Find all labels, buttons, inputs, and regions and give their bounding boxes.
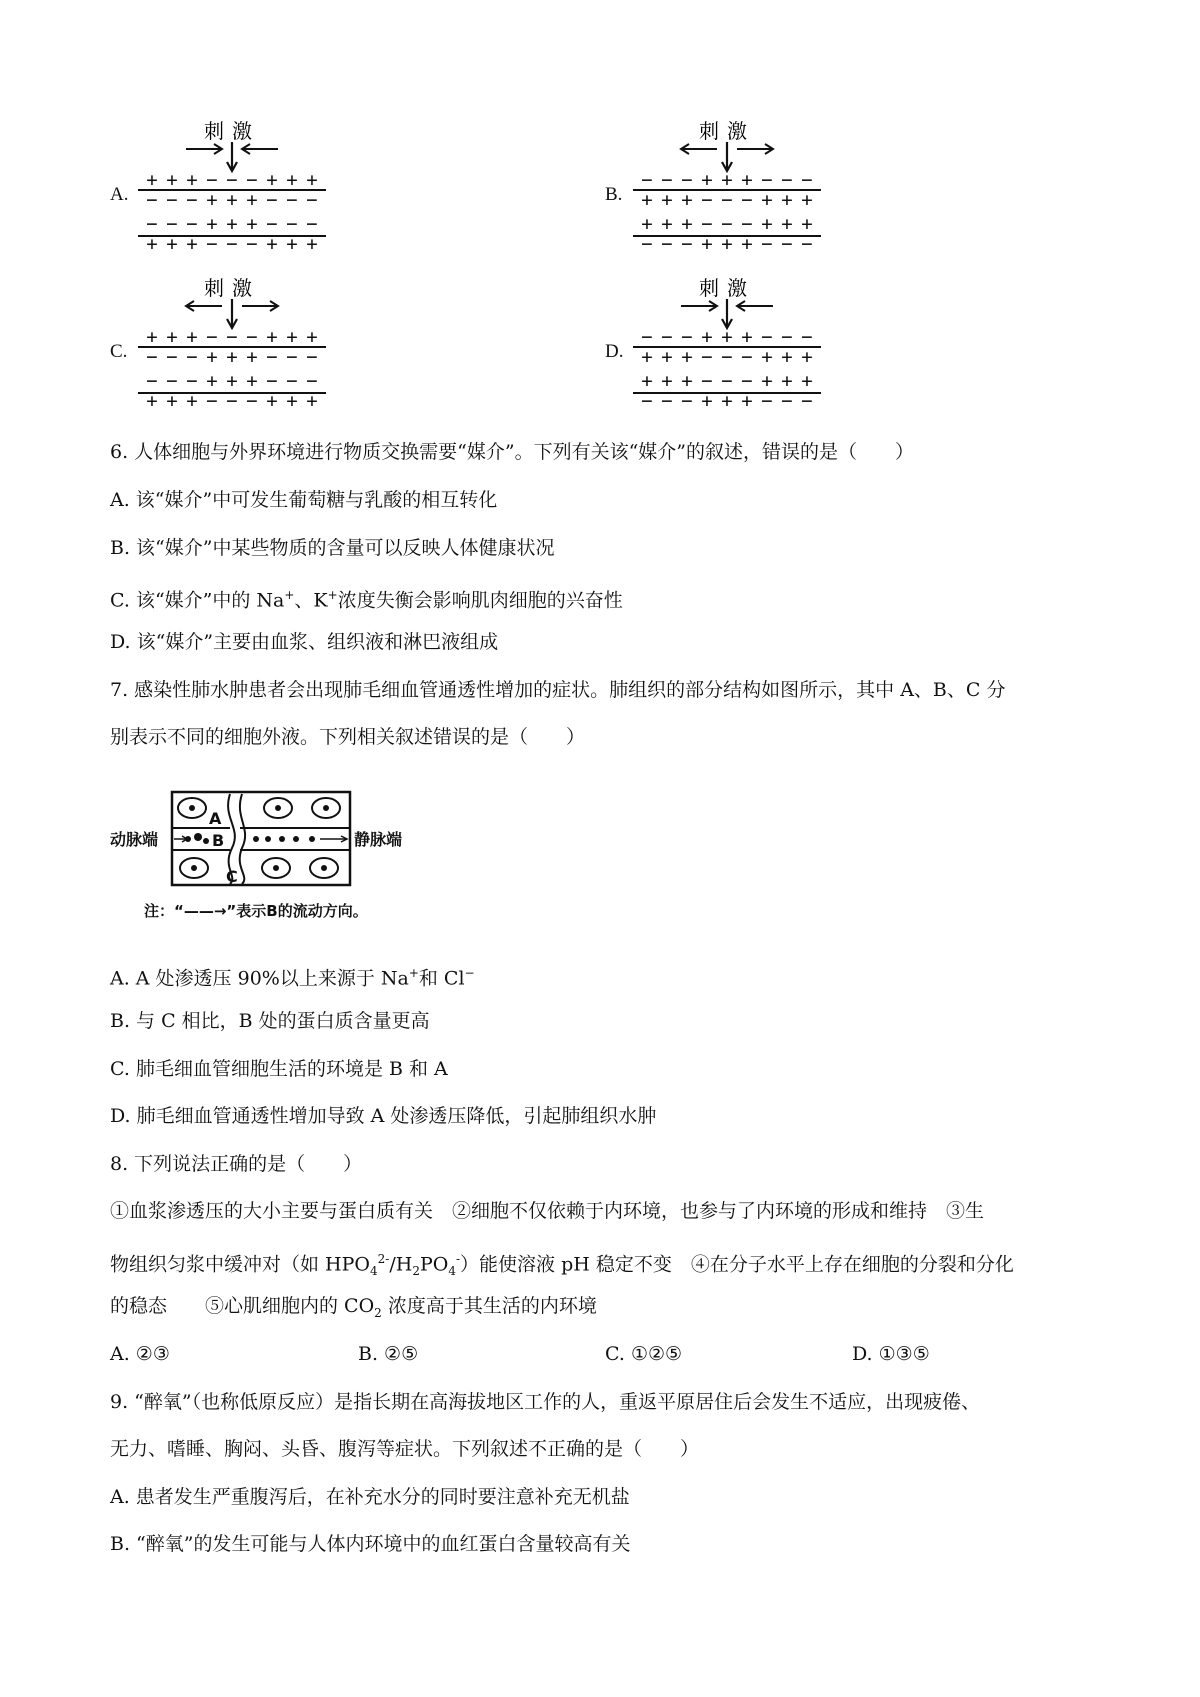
q9-stem-line-2: 无力、嗜睡、胸闷、头昏、腹泻等症状。下列叙述不正确的是（ ）: [110, 1438, 700, 1460]
negative-charge: −: [306, 370, 318, 392]
diagram-option-d: [605, 275, 905, 425]
q7-a-sup-2: −: [464, 966, 475, 980]
negative-charge: −: [641, 326, 653, 348]
q7-a-text-1: A. A 处渗透压 90%以上来源于 Na: [110, 967, 409, 990]
negative-charge: −: [166, 370, 178, 392]
negative-charge: −: [146, 189, 158, 211]
positive-charge: +: [206, 346, 218, 368]
q8-l2-sub-3: 4: [448, 1264, 456, 1279]
negative-charge: −: [266, 213, 278, 235]
negative-charge: −: [801, 233, 813, 255]
q6-c-text-2: 、K: [294, 589, 328, 612]
positive-charge: +: [641, 346, 653, 368]
negative-charge: −: [661, 390, 673, 412]
nerve-fibre-diagram: [110, 275, 410, 425]
q8-l2-sup-2: -: [455, 1252, 461, 1266]
negative-charge: −: [166, 346, 178, 368]
negative-charge: −: [681, 169, 693, 191]
positive-charge: +: [741, 169, 753, 191]
negative-charge: −: [226, 233, 238, 255]
positive-charge: +: [186, 169, 198, 191]
option-label-c: C.: [110, 341, 128, 362]
positive-charge: +: [701, 169, 713, 191]
negative-charge: −: [761, 326, 773, 348]
positive-charge: +: [761, 189, 773, 211]
positive-charge: +: [721, 233, 733, 255]
positive-charge: +: [286, 169, 298, 191]
negative-charge: −: [781, 390, 793, 412]
positive-charge: +: [146, 326, 158, 348]
nerve-fibre-diagram: [605, 118, 905, 268]
negative-charge: −: [186, 370, 198, 392]
q7-a-sup-1: +: [408, 966, 419, 980]
negative-charge: −: [206, 326, 218, 348]
q8-option-b: B. ②⑤: [358, 1343, 419, 1365]
q7-lung-capillary-figure: [110, 788, 430, 923]
negative-charge: −: [146, 370, 158, 392]
q8-l2-sub-1: 4: [369, 1264, 378, 1279]
positive-charge: +: [741, 390, 753, 412]
negative-charge: −: [246, 169, 258, 191]
negative-charge: −: [206, 169, 218, 191]
positive-charge: +: [661, 189, 673, 211]
positive-charge: +: [166, 233, 178, 255]
q7-stem-line-1: 7. 感染性肺水肿患者会出现肺毛细血管通透性增加的症状。肺组织的部分结构如图所示，其中 A、B、C 分: [110, 679, 1006, 701]
negative-charge: −: [286, 370, 298, 392]
negative-charge: −: [661, 233, 673, 255]
negative-charge: −: [186, 213, 198, 235]
positive-charge: +: [246, 189, 258, 211]
negative-charge: −: [661, 169, 673, 191]
negative-charge: −: [761, 390, 773, 412]
negative-charge: −: [721, 346, 733, 368]
positive-charge: +: [741, 233, 753, 255]
negative-charge: −: [266, 370, 278, 392]
positive-charge: +: [761, 213, 773, 235]
figure-note: 注：“——→”表示B的流动方向。: [144, 902, 368, 920]
q6-stem: 6. 人体细胞与外界环境进行物质交换需要“媒介”。下列有关该“媒介”的叙述，错误的是（ ）: [110, 441, 915, 463]
q8-l2-sup-1: 2-: [377, 1252, 390, 1266]
positive-charge: +: [226, 370, 238, 392]
q8-statements-line-1: ①血浆渗透压的大小主要与蛋白质有关 ②细胞不仅依赖于内环境，也参与了内环境的形成和维持 ③生: [110, 1200, 985, 1222]
negative-charge: −: [306, 213, 318, 235]
negative-charge: −: [246, 390, 258, 412]
q6-c-sup-2: +: [327, 588, 338, 602]
positive-charge: +: [681, 346, 693, 368]
diagram-option-c: [110, 275, 410, 425]
q7-option-a: [110, 958, 1100, 993]
positive-charge: +: [206, 213, 218, 235]
negative-charge: −: [306, 346, 318, 368]
q8-l3-text-1: 的稳态 ⑤心肌细胞内的 CO: [110, 1295, 375, 1317]
positive-charge: +: [286, 390, 298, 412]
positive-charge: +: [266, 326, 278, 348]
negative-charge: −: [741, 213, 753, 235]
positive-charge: +: [166, 326, 178, 348]
q7-option-d: D. 肺毛细血管通透性增加导致 A 处渗透压降低，引起肺组织水肿: [110, 1105, 657, 1127]
negative-charge: −: [721, 213, 733, 235]
positive-charge: +: [721, 169, 733, 191]
nerve-fibre-diagram: [605, 275, 905, 425]
positive-charge: +: [661, 346, 673, 368]
positive-charge: +: [701, 326, 713, 348]
negative-charge: −: [146, 346, 158, 368]
option-label-a: A.: [110, 184, 129, 205]
q7-option-c: C. 肺毛细血管细胞生活的环境是 B 和 A: [110, 1058, 448, 1080]
negative-charge: −: [186, 189, 198, 211]
positive-charge: +: [801, 189, 813, 211]
positive-charge: +: [286, 233, 298, 255]
positive-charge: +: [306, 169, 318, 191]
negative-charge: −: [186, 346, 198, 368]
q7-stem-line-2: 别表示不同的细胞外液。下列相关叙述错误的是（ ）: [110, 726, 586, 748]
q6-option-c: [110, 580, 1100, 615]
negative-charge: −: [701, 370, 713, 392]
negative-charge: −: [761, 169, 773, 191]
negative-charge: −: [641, 233, 653, 255]
q6-c-text-3: 浓度失衡会影响肌肉细胞的兴奋性: [337, 589, 623, 612]
q8-l2-text-4: ）能使溶液 pH 稳定不变 ④在分子水平上存在细胞的分裂和分化: [460, 1253, 1014, 1276]
negative-charge: −: [661, 326, 673, 348]
positive-charge: +: [146, 390, 158, 412]
negative-charge: −: [741, 189, 753, 211]
negative-charge: −: [306, 189, 318, 211]
q7-option-b: B. 与 C 相比，B 处的蛋白质含量更高: [110, 1010, 430, 1032]
stimulus-label: 刺激: [699, 276, 755, 300]
positive-charge: +: [741, 326, 753, 348]
vein-end-label: 静脉端: [354, 830, 403, 849]
option-label-d: D.: [605, 341, 624, 362]
positive-charge: +: [801, 346, 813, 368]
positive-charge: +: [641, 370, 653, 392]
q6-option-a: A. 该“媒介”中可发生葡萄糖与乳酸的相互转化: [110, 489, 498, 511]
positive-charge: +: [226, 213, 238, 235]
stimulus-label: 刺激: [699, 119, 755, 143]
positive-charge: +: [781, 370, 793, 392]
positive-charge: +: [146, 169, 158, 191]
negative-charge: −: [781, 326, 793, 348]
label-a: A: [209, 809, 222, 828]
positive-charge: +: [721, 390, 733, 412]
q9-stem-line-1: 9. “醉氧”（也称低原反应）是指长期在高海拔地区工作的人，重返平原居住后会发生不适应，出现疲倦、: [110, 1391, 981, 1413]
q6-option-d: D. 该“媒介”主要由血浆、组织液和淋巴液组成: [110, 631, 499, 653]
positive-charge: +: [206, 189, 218, 211]
negative-charge: −: [701, 189, 713, 211]
negative-charge: −: [286, 213, 298, 235]
positive-charge: +: [246, 346, 258, 368]
positive-charge: +: [701, 233, 713, 255]
q6-option-b: B. 该“媒介”中某些物质的含量可以反映人体健康状况: [110, 537, 555, 559]
q8-statements-line-2: [110, 1244, 1100, 1286]
positive-charge: +: [186, 233, 198, 255]
negative-charge: −: [781, 233, 793, 255]
negative-charge: −: [801, 326, 813, 348]
negative-charge: −: [641, 390, 653, 412]
label-c: C: [226, 867, 238, 886]
positive-charge: +: [761, 346, 773, 368]
negative-charge: −: [701, 346, 713, 368]
positive-charge: +: [306, 326, 318, 348]
negative-charge: −: [206, 390, 218, 412]
stimulus-label: 刺激: [204, 119, 260, 143]
negative-charge: −: [226, 169, 238, 191]
negative-charge: −: [741, 346, 753, 368]
negative-charge: −: [286, 346, 298, 368]
positive-charge: +: [661, 370, 673, 392]
negative-charge: −: [681, 326, 693, 348]
q8-l2-text-3: PO: [419, 1253, 449, 1276]
negative-charge: −: [741, 370, 753, 392]
positive-charge: +: [266, 169, 278, 191]
negative-charge: −: [641, 169, 653, 191]
q9-option-b: B. “醉氧”的发生可能与人体内环境中的血红蛋白含量较高有关: [110, 1533, 631, 1555]
positive-charge: +: [661, 213, 673, 235]
positive-charge: +: [226, 189, 238, 211]
option-label-b: B.: [605, 184, 623, 205]
positive-charge: +: [801, 213, 813, 235]
positive-charge: +: [146, 233, 158, 255]
q9-option-a: A. 患者发生严重腹泻后，在补充水分的同时要注意补充无机盐: [110, 1486, 630, 1508]
positive-charge: +: [206, 370, 218, 392]
q6-c-text-1: C. 该“媒介”中的 Na: [110, 589, 285, 612]
negative-charge: −: [801, 390, 813, 412]
positive-charge: +: [166, 169, 178, 191]
positive-charge: +: [641, 189, 653, 211]
artery-end-label: 动脉端: [110, 830, 159, 849]
negative-charge: −: [761, 233, 773, 255]
q8-options: [110, 1339, 1100, 1369]
label-b: B: [212, 831, 225, 850]
positive-charge: +: [761, 370, 773, 392]
negative-charge: −: [701, 213, 713, 235]
q8-l2-text-2: /H: [389, 1253, 413, 1276]
q7-a-text-2: 和 Cl: [418, 967, 465, 990]
positive-charge: +: [166, 390, 178, 412]
positive-charge: +: [246, 213, 258, 235]
positive-charge: +: [306, 390, 318, 412]
positive-charge: +: [781, 346, 793, 368]
diagram-option-a: [110, 118, 410, 268]
negative-charge: −: [266, 189, 278, 211]
negative-charge: −: [721, 189, 733, 211]
negative-charge: −: [781, 169, 793, 191]
positive-charge: +: [801, 370, 813, 392]
negative-charge: −: [681, 390, 693, 412]
nerve-fibre-diagram: [110, 118, 410, 268]
negative-charge: −: [721, 370, 733, 392]
positive-charge: +: [186, 326, 198, 348]
negative-charge: −: [266, 346, 278, 368]
q8-option-c: C. ①②⑤: [605, 1343, 683, 1365]
positive-charge: +: [266, 390, 278, 412]
q6-c-sup-1: +: [284, 588, 295, 602]
negative-charge: −: [246, 233, 258, 255]
q8-l3-sub: 2: [374, 1305, 382, 1320]
negative-charge: −: [166, 213, 178, 235]
q8-stem: 8. 下列说法正确的是（ ）: [110, 1153, 363, 1175]
negative-charge: −: [166, 189, 178, 211]
negative-charge: −: [146, 213, 158, 235]
negative-charge: −: [801, 169, 813, 191]
positive-charge: +: [681, 370, 693, 392]
positive-charge: +: [306, 233, 318, 255]
diagram-option-b: [605, 118, 905, 268]
positive-charge: +: [681, 213, 693, 235]
negative-charge: −: [286, 189, 298, 211]
stimulus-label: 刺激: [204, 276, 260, 300]
negative-charge: −: [226, 326, 238, 348]
positive-charge: +: [781, 213, 793, 235]
positive-charge: +: [186, 390, 198, 412]
negative-charge: −: [246, 326, 258, 348]
negative-charge: −: [206, 233, 218, 255]
negative-charge: −: [226, 390, 238, 412]
negative-charge: −: [681, 233, 693, 255]
q8-l2-text-1: 物组织匀浆中缓冲对（如 HPO: [110, 1253, 370, 1276]
q8-option-d: D. ①③⑤: [852, 1343, 930, 1365]
positive-charge: +: [721, 326, 733, 348]
positive-charge: +: [226, 346, 238, 368]
q8-option-a: A. ②③: [110, 1343, 170, 1365]
positive-charge: +: [641, 213, 653, 235]
positive-charge: +: [246, 370, 258, 392]
q8-l2-sub-2: 2: [412, 1264, 420, 1279]
positive-charge: +: [701, 390, 713, 412]
positive-charge: +: [286, 326, 298, 348]
positive-charge: +: [681, 189, 693, 211]
q8-l3-text-2: 浓度高于其生活的内环境: [381, 1295, 597, 1317]
positive-charge: +: [266, 233, 278, 255]
positive-charge: +: [781, 189, 793, 211]
q8-statements-line-3: [110, 1291, 1100, 1328]
